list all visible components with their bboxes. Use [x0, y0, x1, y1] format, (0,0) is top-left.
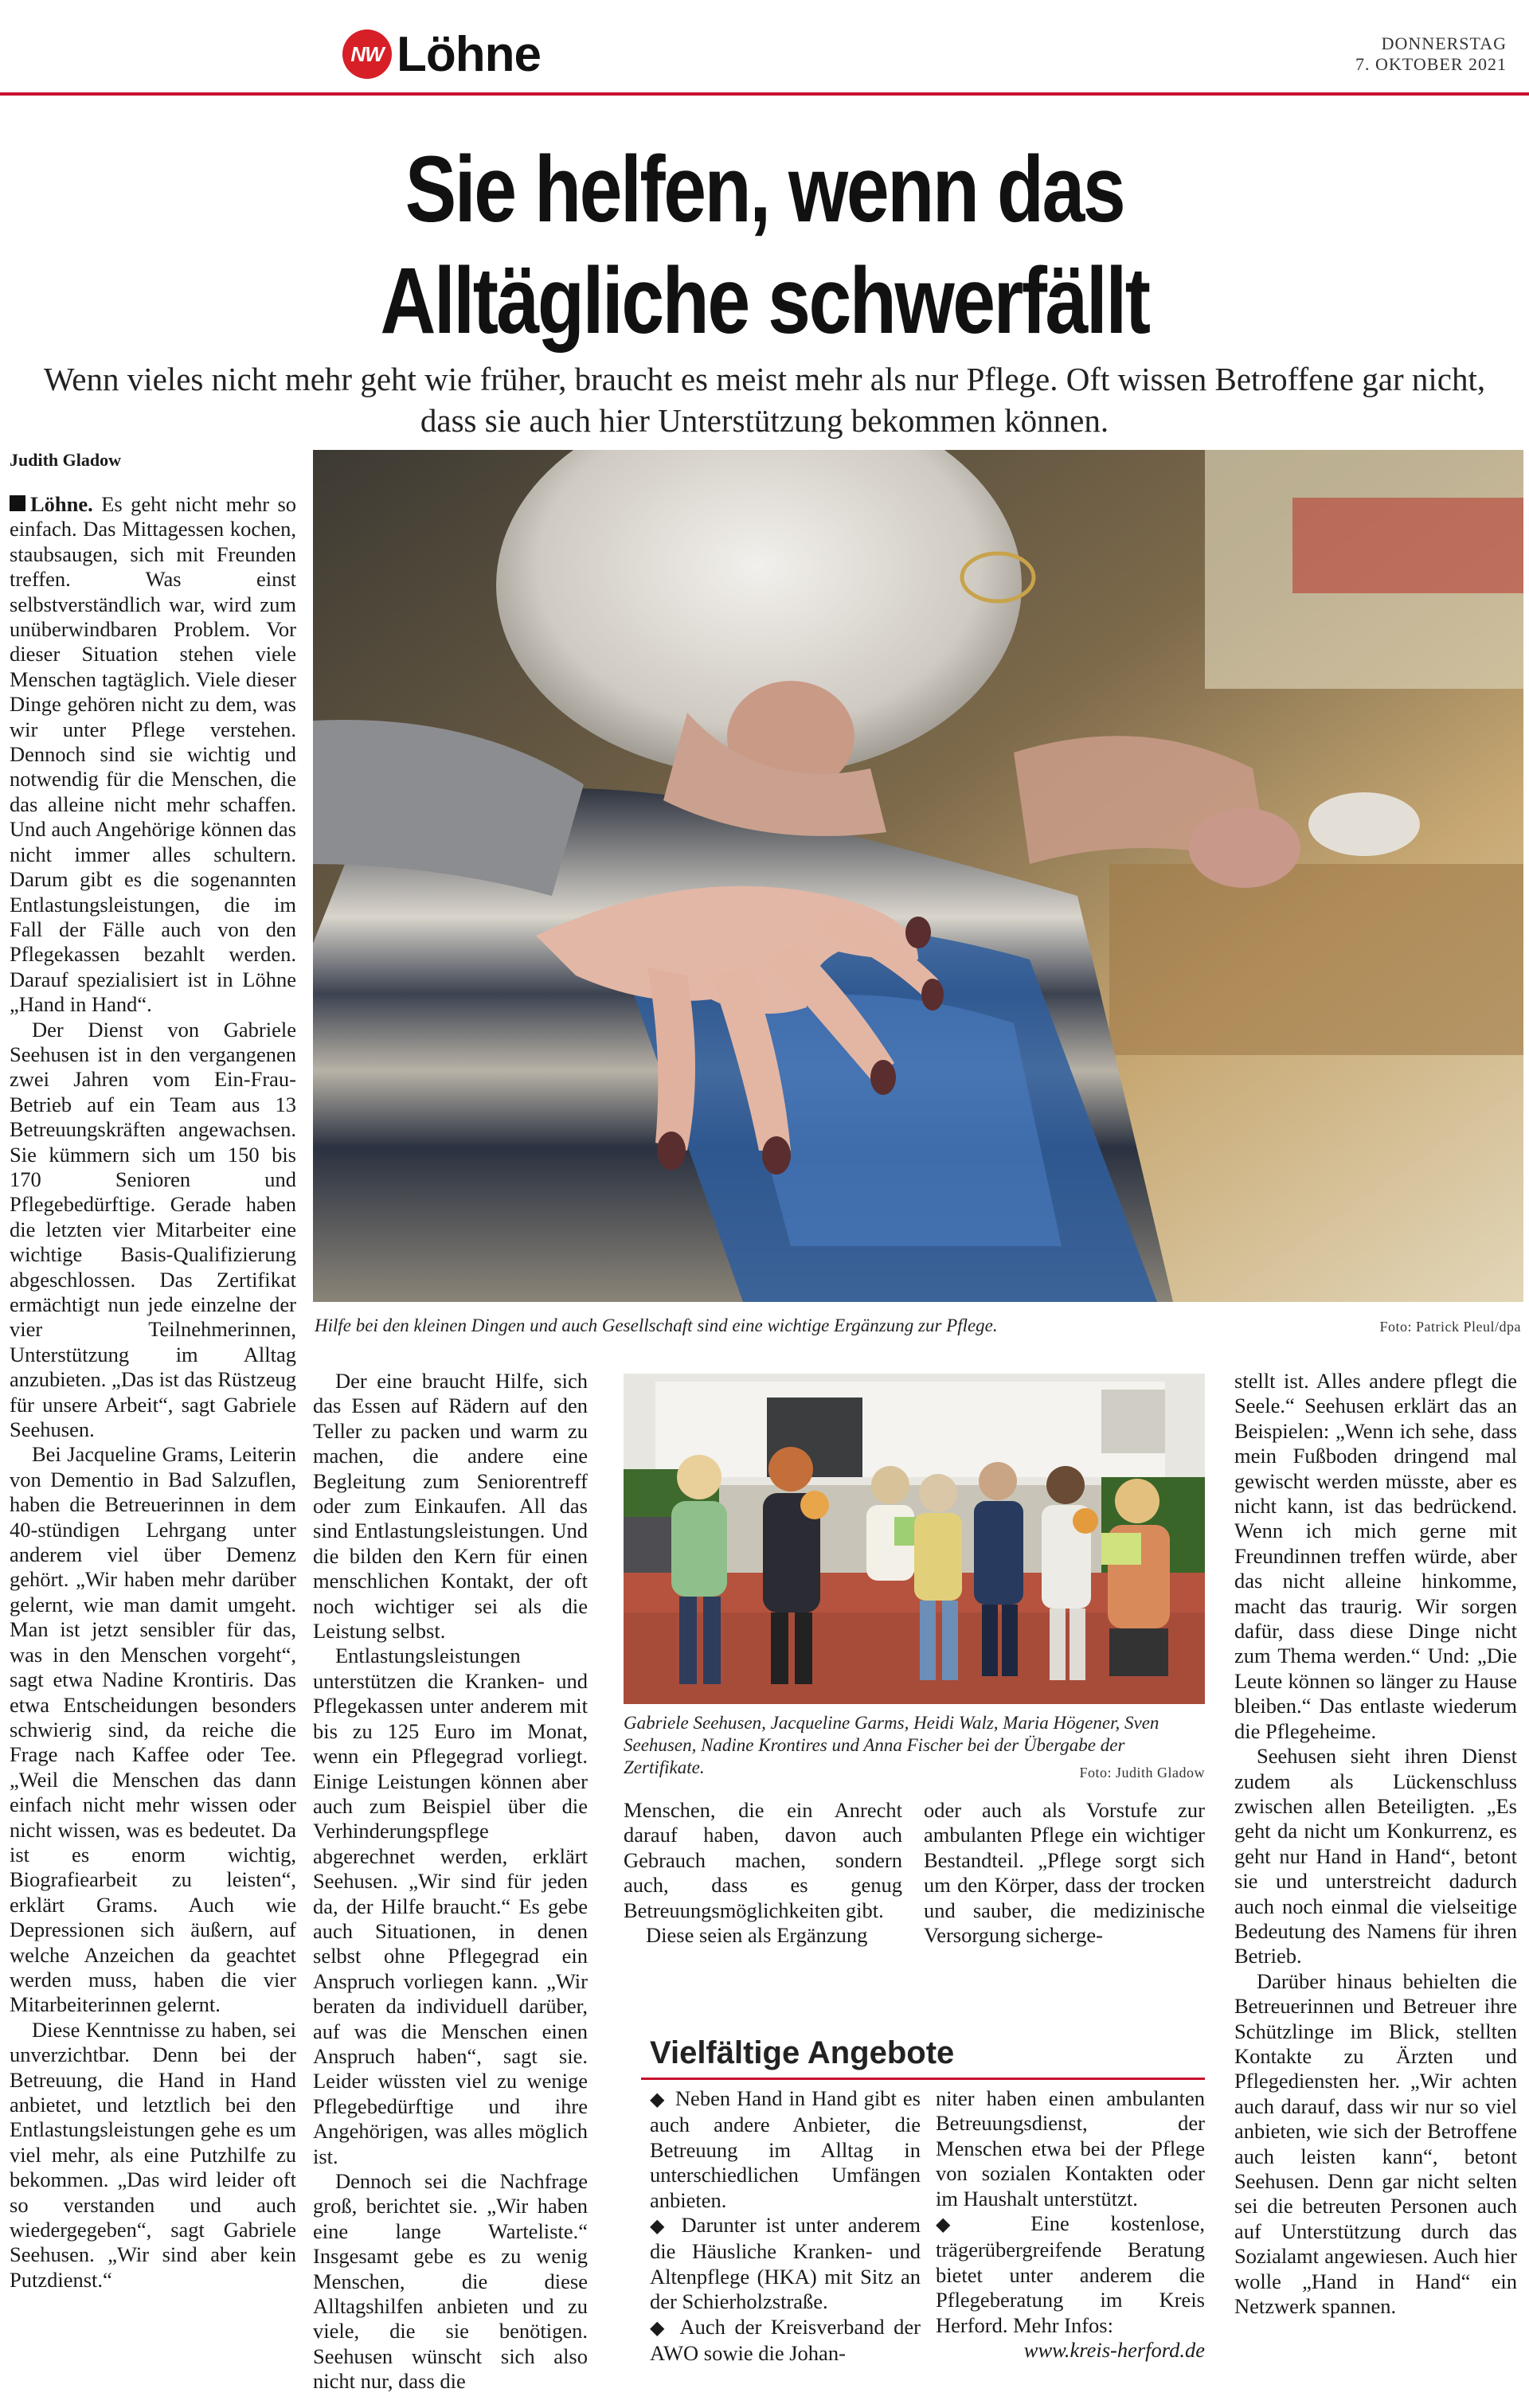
paragraph: Der eine braucht Hilfe, sich das Essen auf Rädern auf den Teller zu packen und warm zu machen, die andere eine Begleitung zum Seniorentreff oder zum Einkaufen. All das sind Entlastungsleistungen. Und die bilden den Kern für einen menschlichen Kontakt, der oft noch wichtiger sei als die Leistung selbst.	[313, 1369, 588, 1644]
infobox-item: ◆ Auch der Kreisverband der AWO sowie die Johan-	[650, 2314, 921, 2366]
diamond-bullet-icon: ◆	[650, 2317, 669, 2339]
group-photo	[624, 1374, 1205, 1704]
article-column-3	[624, 1798, 902, 1948]
issue-date: 7. OKTOBER 2021	[1355, 54, 1507, 74]
masthead-rule	[0, 92, 1529, 96]
headline	[138, 134, 1391, 357]
masthead-city: Löhne	[397, 26, 541, 82]
article-column-2	[313, 1369, 588, 2394]
square-bullet-icon	[10, 495, 25, 511]
diamond-bullet-icon: ◆	[936, 2214, 987, 2236]
paragraph: Dennoch sei die Nachfrage groß, berichtet sie. „Wir haben eine lange Warteliste.“ Insgesamt gebe es zu wenig Menschen, die diese Alltagshilfen anbieten und zu viele, die sie benötigen. Seehusen wünscht sich also nicht nur, dass die	[313, 2169, 588, 2394]
headline-line-1: Sie helfen, wenn das	[405, 137, 1124, 242]
paragraph: Diese seien als Ergänzung	[646, 1923, 868, 1948]
headline-line-2: Alltägliche schwerfällt	[380, 248, 1149, 354]
subheadline-line-1: Wenn vieles nicht mehr geht wie früher, braucht es meist mehr als nur Pflege. Oft wissen Betroffene gar nicht,	[43, 361, 1486, 397]
dateline-place: Löhne.	[30, 492, 93, 516]
weekday: DONNERSTAG	[1381, 33, 1507, 53]
group-photo-credit: Foto: Judith Gladow	[1079, 1765, 1205, 1781]
main-photo	[313, 450, 1523, 1302]
article-column-1	[10, 492, 296, 2293]
paragraph: oder auch als Vorstufe zur ambulanten Pflege ein wichtiger Bestandteil. „Pflege sorgt sich um den Körper, dass der trocken und sauber, die medizinische Versorgung sicherge-	[924, 1798, 1205, 1948]
masthead-logo	[342, 22, 541, 86]
infobox-rule	[641, 2078, 1205, 2080]
infobox-column-left	[650, 2086, 921, 2366]
paragraph: Entlastungsleistungen unterstützen die Kranken- und Pflegekassen unter anderem mit bis zu 125 Euro im Monat, wenn ein Pflegegrad vorliegt. Einige Leistungen können aber auch zum Beispiel über die Verhinderungspflege abgerechnet werden, erklärt Seehusen. „Wir sind für jeden da, der Hilfe braucht.“ Es gebe auch Situationen, in denen selbst ohne Pflegegrad ein Anspruch vorliegen kann. „Wir beraten da individuell darüber, auf was die Menschen einen Anspruch haben“, sagt sie. Leider wüssten viel zu wenige Pflegebedürftige und ihre Angehörigen, was alles möglich ist.	[313, 1644, 588, 2168]
infobox-item: ◆ Neben Hand in Hand gibt es auch andere Anbieter, die Betreuung im Alltag in unterschiedlichen Umfängen anbieten.	[650, 2086, 921, 2212]
infobox-url[interactable]: www.kreis-herford.de	[1023, 2338, 1205, 2363]
subheadline	[0, 358, 1529, 441]
paragraph: Diese Kenntnisse zu haben, sei unverzichtbar. Denn bei der Betreuung, die Hand in Hand anbietet, und letztlich bei den Entlastungsleistungen gehe es um viel mehr, als eine Putzhilfe zu bekommen. „Das wird leider oft so verstanden und auch wiedergegeben“, sagt Gabriele Seehusen. „Wir sind aber kein Putzdienst.“	[10, 2017, 296, 2292]
infobox-title: Vielfältige Angebote	[650, 2035, 955, 2070]
diamond-bullet-icon: ◆	[650, 2216, 669, 2238]
infobox-column-right	[936, 2086, 1205, 2363]
group-photo-caption: Gabriele Seehusen, Jacqueline Garms, Heidi Walz, Maria Högener, Sven Seehusen, Nadine Krontires und Anna Fischer bei der Übergabe der Zertifikate.	[624, 1713, 1159, 1777]
diamond-bullet-icon: ◆	[650, 2089, 666, 2110]
paragraph: Bei Jacqueline Grams, Leiterin von Dementio in Bad Salzuflen, haben die Betreuerinnen in dem 40-stündigen Lehrgang unter anderem viel über Demenz gehört. „Wir haben mehr darüber gelernt, wie man damit umgeht. Man ist jetzt sensibler für das, was in den Menschen vorgeht“, sagt etwa Nadine Krontiris. Das etwa Entscheidungen besonders schwierig sind, da reiche die Frage nach Kaffee oder Tee. „Weil die Menschen das dann einfach nicht mehr wissen oder nicht wissen, was es bedeutet. Da ist es enorm wichtig, Biografiearbeit zu leisten“, erklärt Grams. Auch wie Depressionen sich äußern, auf welche Anzeichen da geachtet werden muss, haben die vier Mitarbeiterinnen gelernt.	[10, 1442, 296, 2017]
paragraph: Darüber hinaus behielten die Betreuerinnen und Betreuer ihre Schützlinge im Blick, stellten Kontakte zu Ärzten und Pflegediensten her. „Wir achten auch darauf, dass wir nur so viel anbieten, wie sich der Betroffene auch leisten kann“, betont Seehusen. Denn gar nicht selten sei die betreuten Personen auch auf Unterstützung durch das Sozialamt angewiesen. Auch hier wolle „Hand in Hand“ ein Netzwerk spannen.	[1234, 1968, 1517, 2319]
paragraph: Der Dienst von Gabriele Seehusen ist in den vergangenen zwei Jahren vom Ein-Frau-Betrieb auf ein Team aus 13 Betreuungskräften angewachsen. Sie kümmern sich um 150 bis 170 Senioren und Pflegebedürftige. Gerade haben die letzten vier Mitarbeiter eine wichtige Basis-Qualifizierung abgeschlossen. Das Zertifikat ermächtigt nun jede einzelne der vier Teilnehmerinnen, Unterstützung im Alltag anzubieten. „Das ist das Rüstzeug für unsere Arbeit“, sagt Gabriele Seehusen.	[10, 1017, 296, 1442]
article-column-4	[924, 1798, 1205, 1948]
infobox-item: niter haben einen ambulanten Betreuungsdienst, der Menschen etwa bei der Pflege von sozialen Kontakten oder im Haushalt unterstützt.	[936, 2086, 1205, 2211]
article-column-5	[1234, 1369, 1517, 2319]
main-photo-credit: Foto: Patrick Pleul/dpa	[1379, 1319, 1521, 1335]
paragraph: Menschen, die ein Anrecht darauf haben, davon auch Gebrauch machen, sondern auch, dass es genug Betreuungsmöglichkeiten gibt.	[624, 1798, 902, 1922]
main-photo-caption: Hilfe bei den kleinen Dingen und auch Gesellschaft sind eine wichtige Ergänzung zur Pflege.	[315, 1315, 998, 1335]
subheadline-line-2: dass sie auch hier Unterstützung bekommen können.	[420, 402, 1109, 439]
infobox-item: ◆ Eine kostenlose, trägerübergreifende Beratung bietet unter anderem die Pflegeberatung im Kreis Herford. Mehr Infos:	[936, 2211, 1205, 2337]
paragraph: Löhne. Es geht nicht mehr so einfach. Das Mittagessen kochen, staubsaugen, sich mit Freunden treffen. Was einst selbstverständlich war, wird zum unüberwindbaren Problem. Vor dieser Situation stehen viele Menschen tagtäglich. Viele dieser Dinge gehören nicht zu dem, was wir unter Pflege verstehen. Dennoch sind sie wichtig und notwendig für die Menschen, die das alleine nicht mehr schaffen. Und auch Angehörige können das nicht immer alles schultern. Darum gibt es die sogenannten Entlastungsleistungen, die im Fall der Fälle auch von den Pflegekassen bezahlt werden. Darauf spezialisiert ist in Löhne „Hand in Hand“.	[10, 492, 297, 1017]
infobox-item: ◆ Darunter ist unter anderem die Häusliche Kranken- und Altenpflege (HKA) mit Sitz an der Schierholzstraße.	[650, 2213, 921, 2314]
dateline	[1355, 33, 1507, 75]
paragraph: Seehusen sieht ihren Dienst zudem als Lückenschluss zwischen allen Beteiligten. „Es geht da nicht um Konkurrenz, es geht nur Hand in Hand“, betont sie und unterstreicht dadurch auch noch einmal die vielseitige Bedeutung des Namens für ihren Betrieb.	[1234, 1744, 1517, 1968]
certificate-handover-group-image	[624, 1374, 1205, 1704]
elderly-woman-with-caregiver-hand-image	[313, 450, 1523, 1302]
paragraph: stellt ist. Alles andere pflegt die Seele.“ Seehusen erklärt das an Beispielen: „Wenn ich sehe, dass mein Fußboden dringend mal gewischt werden müsste, aber es nicht kann, ist das bedrückend. Wenn ich mich gerne mit Freundinnen treffen würde, aber das nicht alleine hinkomme, macht das traurig. Wir sorgen dafür, dass diese Dinge nicht zum Thema werden.“ Und: „Die Leute können so länger zu Hause bleiben.“ Das entlaste wiederum die Pflegeheime.	[1234, 1369, 1517, 1743]
nw-logo-badge: NW	[342, 29, 392, 79]
byline: Judith Gladow	[10, 450, 121, 470]
